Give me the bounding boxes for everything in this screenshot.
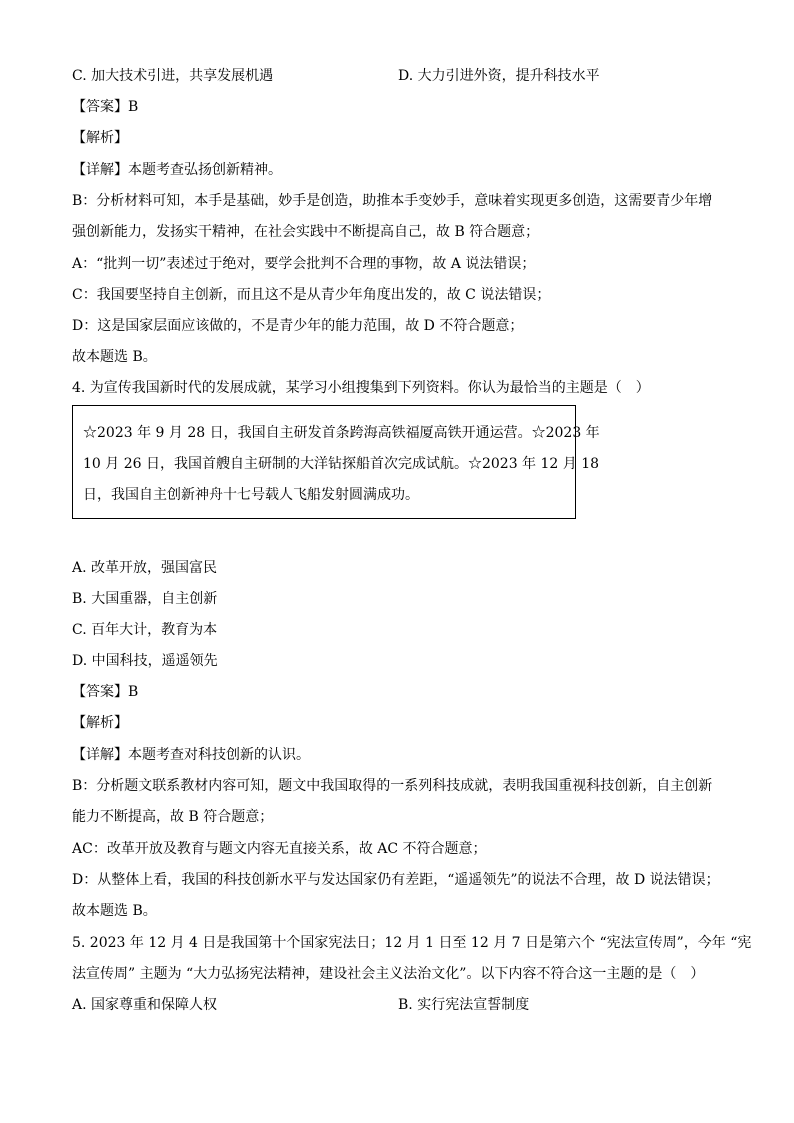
q4-answer: 【答案】B	[72, 684, 139, 700]
q3-answer: 【答案】B	[72, 99, 139, 115]
q4-option-d: D. 中国科技，遥遥领先	[72, 653, 218, 669]
q4-detail-line: 【详解】本题考查对科技创新的认识。	[72, 747, 310, 763]
q4-option-c: C. 百年大计，教育为本	[72, 622, 218, 638]
q4-detail-line: B：分析题文联系教材内容可知，题文中我国取得的一系列科技成就，表明我国重视科技创新，自主创新	[72, 778, 713, 794]
q4-material-line: 日，我国自主创新神舟十七号载人飞船发射圆满成功。	[83, 487, 419, 503]
q4-detail-line: D：从整体上看，我国的科技创新水平与发达国家仍有差距，“遥遥领先”的说法不合理，故 D 说法错误；	[72, 872, 720, 888]
q4-material-box	[72, 405, 600, 519]
q3-option-d: D. 大力引进外资，提升科技水平	[398, 68, 600, 84]
q4-material-line: ☆2023 年 9 月 28 日，我国自主研发首条跨海高铁福厦高铁开通运营。☆2023 年	[83, 425, 600, 441]
q4-analysis-label: 【解析】	[72, 715, 128, 731]
q3-options-row	[72, 66, 722, 86]
q4-material-line: 10 月 26 日，我国首艘自主研制的大洋钻探船首次完成试航。☆2023 年 12 月 18	[83, 456, 600, 472]
q3-detail-line: C：我国要坚持自主创新，而且这不是从青少年角度出发的，故 C 说法错误；	[72, 287, 551, 303]
q4-detail-line: 能力不断提高，故 B 符合题意；	[72, 809, 274, 825]
q5-option-a: A. 国家尊重和保障人权	[72, 997, 218, 1013]
q3-detail-line: 【详解】本题考查弘扬创新精神。	[72, 162, 282, 178]
q4-option-b: B. 大国重器，自主创新	[72, 591, 218, 607]
q3-option-c: C. 加大技术引进，共享发展机遇	[72, 68, 274, 84]
q4-stem: 4. 为宣传我国新时代的发展成就，某学习小组搜集到下列资料。你认为最恰当的主题是（ ）	[72, 380, 650, 396]
q3-detail-line: D：这是国家层面应该做的，不是青少年的能力范围，故 D 不符合题意；	[72, 318, 524, 334]
q5-options-row	[72, 995, 722, 1015]
q4-detail-line: 故本题选 B。	[72, 903, 157, 919]
q3-detail-line: B：分析材料可知，本手是基础，妙手是创造，助推本手变妙手，意味着实现更多创造，这需要青少年增	[72, 193, 713, 209]
q5-stem-line: 5. 2023 年 12 月 4 日是我国第十个国家宪法日；12 月 1 日至 12 月 7 日是第六个 “宪法宣传周”，今年 “宪	[72, 935, 752, 951]
q5-stem-line: 法宣传周” 主题为 “大力弘扬宪法精神，建设社会主义法治文化”。以下内容不符合这一主题的是（ ）	[72, 966, 705, 982]
q3-detail-line: A：“批判一切”表述过于绝对，要学会批判不合理的事物，故 A 说法错误；	[72, 256, 536, 272]
q4-detail-line: AC：改革开放及教育与题文内容无直接关系，故 AC 不符合题意；	[72, 841, 487, 857]
q3-analysis-label: 【解析】	[72, 130, 128, 146]
q3-detail-line: 故本题选 B。	[72, 349, 157, 365]
q5-option-b: B. 实行宪法宣誓制度	[398, 997, 530, 1013]
q4-option-a: A. 改革开放，强国富民	[72, 560, 218, 576]
q3-detail-line: 强创新能力，发扬实干精神，在社会实践中不断提高自己，故 B 符合题意；	[72, 224, 540, 240]
